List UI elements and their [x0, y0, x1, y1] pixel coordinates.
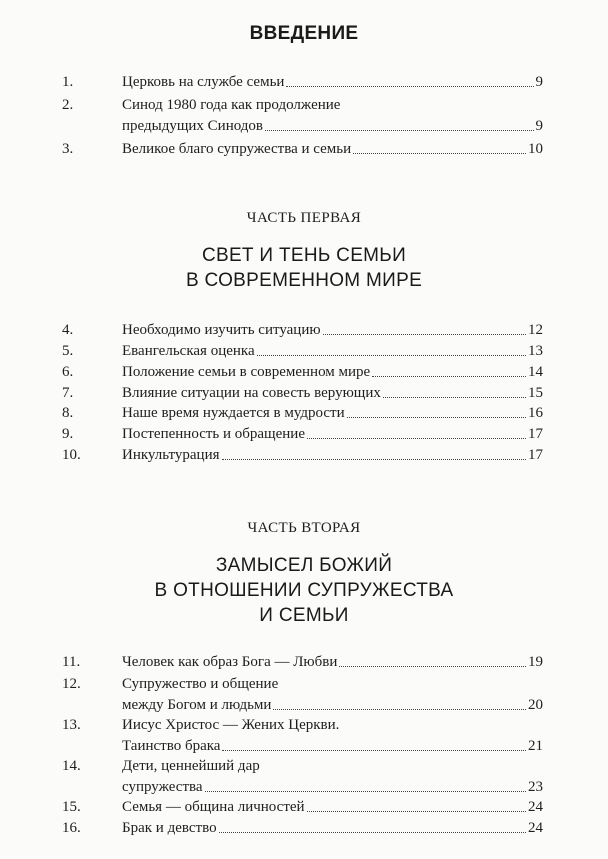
entry-page: 17 [528, 447, 543, 463]
entry-title: предыдущих Синодов [122, 118, 263, 134]
part2-label: ЧАСТЬ ВТОРАЯ [247, 520, 361, 536]
leader-dots [286, 85, 533, 87]
entry-title: Таинство брака [122, 738, 221, 754]
leader-dots [205, 790, 526, 792]
leader-dots [353, 152, 526, 154]
part1-label: ЧАСТЬ ПЕРВАЯ [246, 210, 362, 226]
entry-number: 16. [62, 820, 81, 836]
leader-dots [219, 831, 526, 833]
entry-page: 23 [528, 779, 543, 795]
entry-title: супружества [122, 779, 203, 795]
entry-number: 15. [62, 799, 81, 815]
entry-title-line: Дети, ценнейший дар [122, 758, 260, 774]
part2-title-line: И СЕМЬИ [259, 605, 349, 626]
entry-line [122, 818, 543, 838]
entry-page: 10 [528, 141, 543, 157]
entry-title: Семья — община личностей [122, 799, 305, 815]
entry-title: Церковь на службе семьи [122, 74, 285, 90]
leader-dots [257, 354, 526, 356]
entry-line [122, 797, 543, 817]
leader-dots [222, 749, 526, 751]
entry-number: 1. [62, 74, 74, 90]
entry-line [122, 116, 543, 136]
part2-title-line: ЗАМЫСЕЛ БОЖИЙ [215, 555, 393, 576]
part2-title-line: В ОТНОШЕНИИ СУПРУЖЕСТВА [154, 580, 454, 601]
leader-dots [273, 708, 526, 710]
entry-number: 3. [62, 141, 74, 157]
entry-line [122, 72, 543, 92]
entry-title: Влияние ситуации на совесть верующих [122, 385, 381, 401]
leader-dots [383, 396, 526, 398]
entry-title: Постепенность и обращение [122, 426, 305, 442]
entry-number: 8. [62, 405, 74, 421]
entry-page: 9 [535, 118, 543, 134]
entry-number: 14. [62, 758, 81, 774]
entry-line [122, 777, 543, 797]
part1-title-line: В СОВРЕМЕННОМ МИРЕ [185, 270, 423, 291]
entry-title: между Богом и людьми [122, 697, 272, 713]
entry-number: 13. [62, 717, 81, 733]
entry-line [122, 139, 543, 159]
entry-page: 17 [528, 426, 543, 442]
entry-number: 10. [62, 447, 81, 463]
entry-page: 20 [528, 697, 543, 713]
entry-number: 5. [62, 343, 74, 359]
leader-dots [307, 437, 526, 439]
entry-page: 15 [528, 385, 543, 401]
entry-line [122, 736, 543, 756]
entry-number: 6. [62, 364, 74, 380]
entry-title: Инкультурация [122, 447, 220, 463]
entry-number: 9. [62, 426, 74, 442]
entry-page: 24 [528, 820, 543, 836]
entry-line [122, 320, 543, 340]
entry-line [122, 652, 543, 672]
entry-line [122, 403, 543, 423]
entry-title: Наше время нуждается в мудрости [122, 405, 345, 421]
entry-line [122, 695, 543, 715]
entry-title: Необходимо изучить ситуацию [122, 322, 321, 338]
intro-heading: ВВЕДЕНИЕ [249, 23, 359, 44]
entry-title: Положение семьи в современном мире [122, 364, 371, 380]
entry-page: 16 [528, 405, 543, 421]
entry-title-line: Иисус Христос — Жених Церкви. [122, 717, 340, 733]
entry-page: 13 [528, 343, 543, 359]
entry-title-line: Супружество и общение [122, 676, 279, 692]
entry-page: 9 [535, 74, 543, 90]
leader-dots [339, 665, 526, 667]
entry-title-line: Синод 1980 года как продолжение [122, 97, 341, 113]
entry-page: 12 [528, 322, 543, 338]
entry-page: 21 [528, 738, 543, 754]
entry-page: 24 [528, 799, 543, 815]
entry-page: 19 [528, 654, 543, 670]
entry-line [122, 362, 543, 382]
leader-dots [265, 129, 534, 131]
part1-title-line: СВЕТ И ТЕНЬ СЕМЬИ [201, 245, 407, 266]
entry-line [122, 341, 543, 361]
leader-dots [222, 458, 527, 460]
entry-number: 2. [62, 97, 74, 113]
leader-dots [307, 810, 526, 812]
entry-number: 7. [62, 385, 74, 401]
entry-number: 11. [62, 654, 81, 670]
entry-title: Великое благо супружества и семьи [122, 141, 352, 157]
entry-number: 4. [62, 322, 74, 338]
entry-line [122, 383, 543, 403]
entry-title: Человек как образ Бога — Любви [122, 654, 338, 670]
entry-line [122, 424, 543, 444]
entry-page: 14 [528, 364, 543, 380]
entry-title: Брак и девство [122, 820, 217, 836]
leader-dots [323, 333, 526, 335]
entry-title: Евангельская оценка [122, 343, 255, 359]
leader-dots [347, 416, 526, 418]
leader-dots [372, 375, 526, 377]
entry-line [122, 445, 543, 465]
entry-number: 12. [62, 676, 81, 692]
